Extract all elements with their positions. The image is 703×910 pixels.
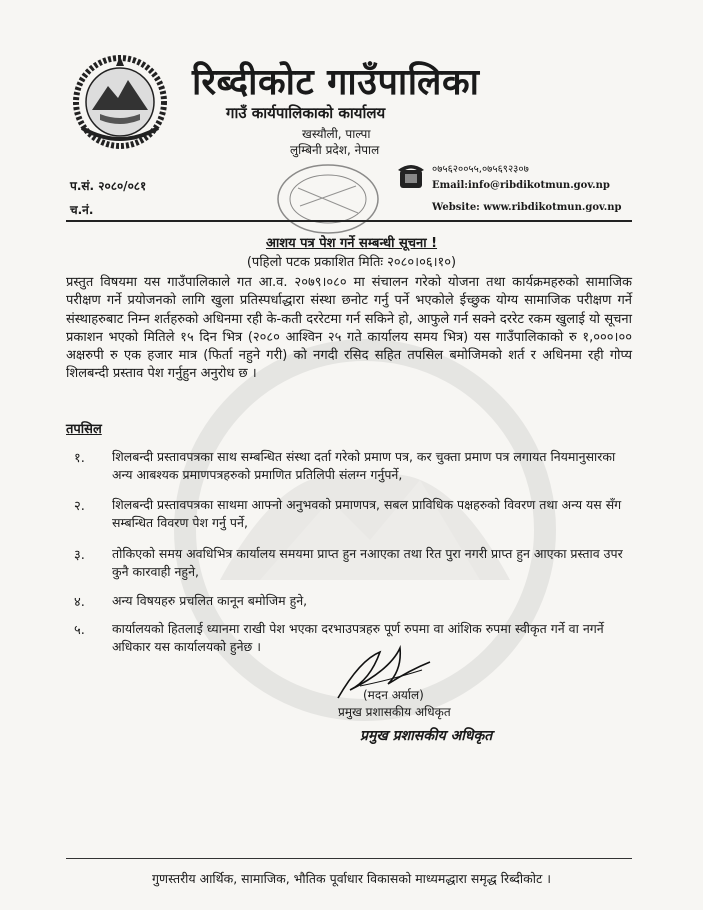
condition-text: कार्यालयको हितलाई ध्यानमा राखी पेश भएका दरभाउपत्रहरु पूर्ण रुपमा वा आंशिक रुपमा स्वीकृत गर्ने वा नगर्ने अधिकार यस कार्यालयको हुनेछ । <box>112 621 604 654</box>
condition-number: २. <box>74 499 85 514</box>
official-title-stamp: प्रमुख प्रशासकीय अधिकृत <box>360 728 493 744</box>
condition-number: ४. <box>74 595 85 610</box>
dispatch-number: च.नं. <box>70 203 94 217</box>
address-line-2: लुम्बिनी प्रदेश, नेपाल <box>290 143 380 157</box>
condition-text: तोकिएको समय अवधिभित्र कार्यालय समयमा प्राप्त हुन नआएका तथा रित पुरा नगरी प्राप्त हुन आएका प्रस्ताव उपर कुनै कारवाही नहुने, <box>112 546 623 579</box>
received-stamp-icon <box>268 158 388 240</box>
footer-divider <box>66 858 632 859</box>
signatory-title: प्रमुख प्रशासकीय अधिकृत <box>338 705 451 719</box>
condition-number: ३. <box>74 548 85 563</box>
notice-subject: आशय पत्र पेश गर्ने सम्बन्धी सूचना ! <box>265 236 438 251</box>
phone-numbers: ०७५६२००५५,०७५६९२३०७ <box>432 164 529 175</box>
condition-number: १. <box>74 451 85 466</box>
notice-body: प्रस्तुत विषयमा यस गाउँपालिकाले गत आ.व. २०७९।०८० मा संचालन गरेको योजना तथा कार्यक्रमहरुको सामाजिक परीक्षण गर्ने प्रयोजनको लागि खुला प्रतिस्पर्धाद्धारा संस्था छनोट गर्नु पर्ने भएकोले ईच्छुक योग्य सामाजिक परीक्षण गर्ने संस्थाहरुबाट निम्न शर्तहरुको अधिनमा रही के-कती दररेटमा गर्न सकिने हो, आफुले गर्न सक्ने दररेट रकम खुलाई यो सूचना प्रकाशन भएको मितिले १५ दिन भित्र (२०८० आश्विन २५ गते कार्यालय समय भित्र) यस गाउँपालिकाको रु १,०००।०० अक्षरुपी रु एक हजार मात्र (फिर्ता नहुने गरी) को नगदी रसिद सहित तपसिल बमोजिमको शर्त र अधिनमा रही गोप्य शिलबन्दी प्रस्ताव पेश गर्नुहुन अनुरोध छ । <box>66 275 633 382</box>
condition-text: शिलबन्दी प्रस्तावपत्रका साथमा आफ्नो अनुभवको प्रमाणपत्र, सबल प्राविधिक पक्षहरुको विवरण तथा अन्य यस सँग सम्बन्धित विवरण पेश गर्नु पर्ने, <box>112 497 622 530</box>
address-line-1: खस्यौली, पाल्पा <box>302 127 371 141</box>
reference-number: प.सं. २०८०/०८१ <box>70 179 147 193</box>
tapasil-heading: तपसिल <box>66 422 102 437</box>
condition-text: शिलबन्दी प्रस्तावपत्रका साथ सम्बन्धित संस्था दर्ता गरेको प्रमाण पत्र, कर चुक्ता प्रमाण पत्र लगायत नियमानुसारका अन्य आबश्यक प्रमाणपत्रहरुको प्रमाणित प्रतिलिपी संलग्न गर्नुपर्ने, <box>112 449 616 482</box>
header-divider <box>66 220 632 222</box>
condition-number: ५. <box>74 623 85 638</box>
signatory-name: (मदन अर्याल) <box>363 688 424 702</box>
municipality-title: रिब्दीकोट गाउँपालिका <box>192 62 480 103</box>
municipality-emblem-icon <box>70 52 170 152</box>
office-name: गाउँ कार्यपालिकाको कार्यालय <box>226 104 386 122</box>
publication-date: (पहिलो पटक प्रकाशित मितिः २०८०।०६।१०) <box>246 255 457 270</box>
telephone-icon <box>398 160 424 190</box>
website-address: Website: www.ribdikotmun.gov.np <box>432 202 622 213</box>
email-address: Email:info@ribdikotmun.gov.np <box>432 180 610 191</box>
condition-text: अन्य विषयहरु प्रचलित कानून बमोजिम हुने, <box>112 593 308 608</box>
footer-slogan: गुणस्तरीय आर्थिक, सामाजिक, भौतिक पूर्वाधार विकासको माध्यमद्धारा समृद्ध रिब्दीकोट । <box>152 871 551 886</box>
